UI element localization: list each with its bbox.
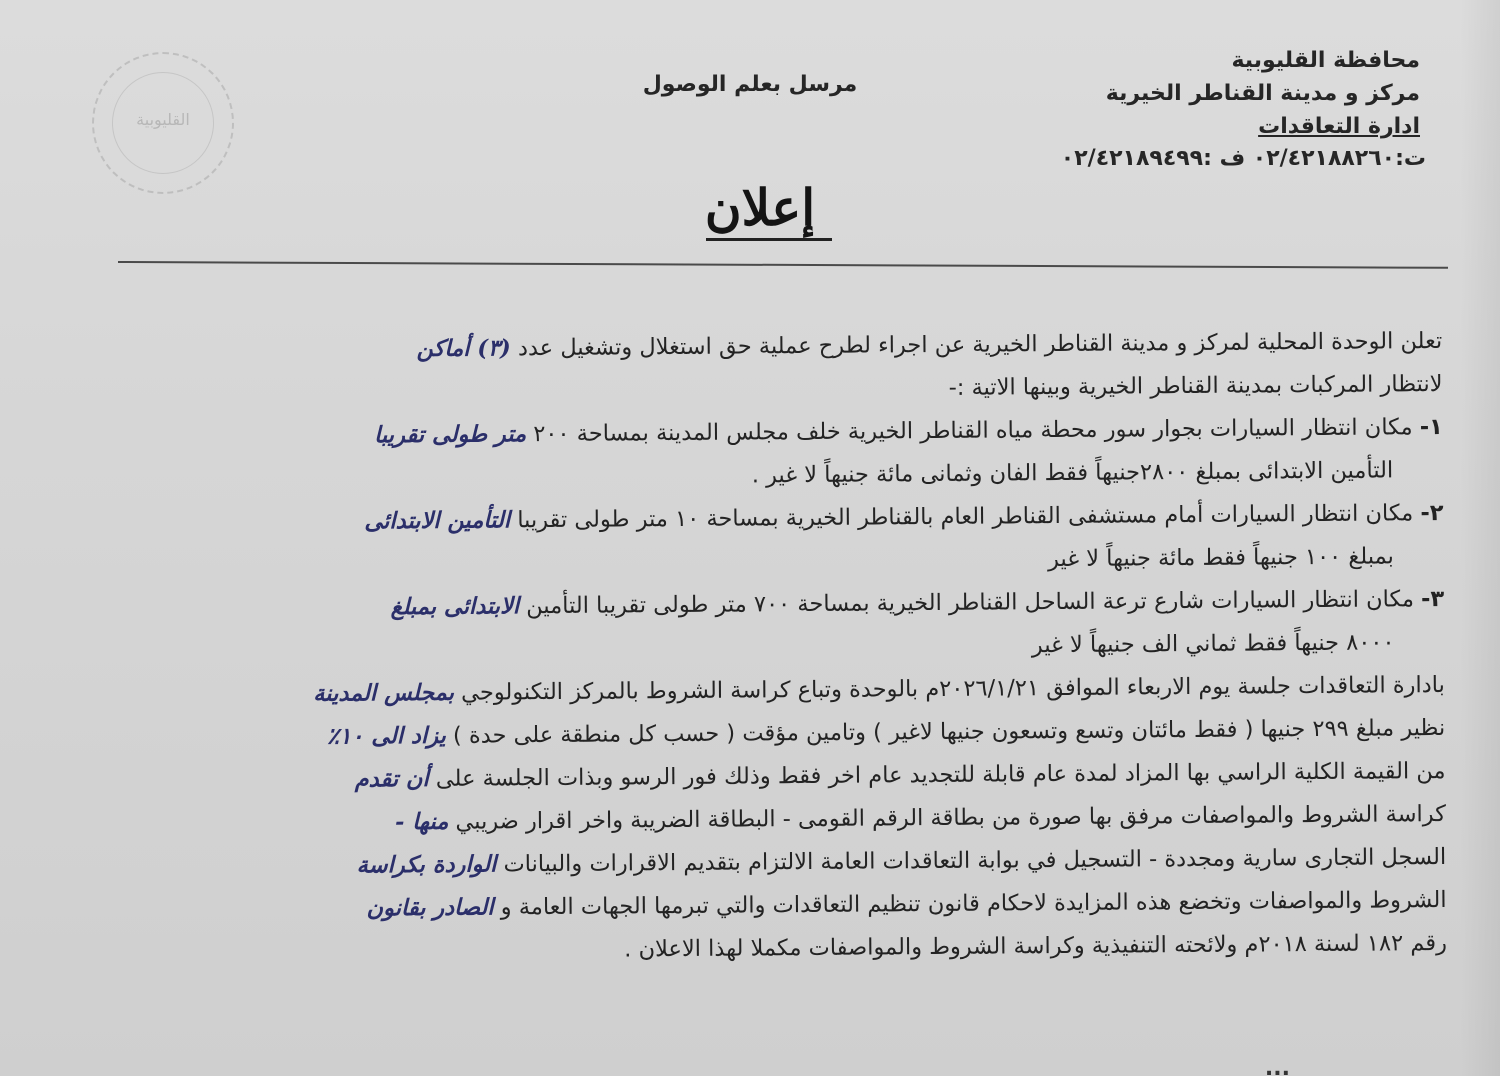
- item-handwritten: الابتدائى بمبلغ: [390, 593, 520, 621]
- details-handwritten: أن تقدم: [354, 765, 429, 793]
- intro-text: تعلن الوحدة المحلية لمركز و مدينة القناطر الخيرية عن اجراء لطرح عملية حق استغلال وتشغيل عدد: [517, 327, 1443, 362]
- item-line1: مكان انتظار السيارات بجوار سور محطة مياه القناطر الخيرية خلف مجلس المدينة بمساحة ٢٠٠: [533, 414, 1413, 448]
- cut-off-footer-text: ...: [1264, 1056, 1290, 1076]
- details-handwritten: بمجلس المدينة: [313, 679, 455, 707]
- details-line: [95, 922, 1447, 976]
- title-underline: [706, 238, 832, 241]
- faded-stamp-seal: [92, 52, 234, 194]
- item-line2: بمبلغ ١٠٠ جنيهاً فقط مائة جنيهاً لا غير: [1047, 543, 1394, 573]
- intro-text-2: لانتظار المركبات بمدينة القناطر الخيرية وبينها الاتية :-: [948, 370, 1443, 401]
- details-handwritten: يزاد الى ١٠٪: [326, 722, 446, 750]
- item-number: ٢-: [1420, 499, 1444, 527]
- item-line1: مكان انتظار السيارات شارع ترعة الساحل القناطر الخيرية بمساحة ٧٠٠ متر طولى تقريبا التأمين: [526, 586, 1415, 620]
- details-text: كراسة الشروط والمواصفات مرفق بها صورة من بطاقة الرقم القومى - البطاقة الضريبة واخر اقرار ضريبي: [455, 800, 1446, 835]
- details-text: رقم ١٨٢ لسنة ٢٠١٨م ولائحته التنفيذية وكراسة الشروط والمواصفات مكملا لهذا الاعلان .: [624, 929, 1447, 963]
- details-handwritten: الصادر بقانون: [366, 894, 494, 922]
- details-text: الشروط والمواصفات وتخضع هذه المزايدة لاحكام قانون تنظيم التعاقدات والتي تبرمها الجهات العامة و: [500, 886, 1447, 921]
- announcement-title: إعلان: [704, 178, 816, 237]
- item-handwritten: التأمين الابتدائى: [364, 507, 511, 535]
- governorate-name: محافظة القليوبية: [1231, 48, 1420, 73]
- intro-handwritten: (٣) أماكن: [416, 335, 511, 363]
- item-number: ١-: [1419, 413, 1443, 441]
- sent-with-receipt-note: مرسل بعلم الوصول: [642, 72, 858, 97]
- stamp-text: القليوبية: [136, 110, 190, 129]
- department-name: ادارة التعاقدات: [1258, 114, 1420, 139]
- phone-fax-line: ت:٠٢/٤٢١٨٨٢٦٠ ف :٠٢/٤٢١٨٩٤٩٩: [1060, 146, 1426, 171]
- item-number: ٣-: [1421, 585, 1445, 613]
- details-handwritten: منها -: [394, 808, 449, 836]
- item-line2: ٨٠٠٠ جنيهاً فقط ثماني الف جنيهاً لا غير: [1031, 629, 1395, 659]
- center-name: مركز و مدينة القناطر الخيرية: [1105, 81, 1420, 106]
- details-text: نظير مبلغ ٢٩٩ جنيها ( فقط مائتان وتسع وتسعون جنيها لاغير ) وتامين مؤقت ( حسب كل منطقة على حدة ): [452, 714, 1446, 749]
- announcement-body: [90, 320, 1447, 976]
- details-text: من القيمة الكلية الراسي بها المزاد لمدة عام قابلة للتجديد عام اخر فقط وذلك فور الرسو وبذات الجلسة على: [435, 757, 1446, 792]
- details-handwritten: الواردة بكراسة: [356, 851, 497, 879]
- page-shadow: [1460, 0, 1500, 1076]
- item-line1: مكان انتظار السيارات أمام مستشفى القناطر العام بالقناطر الخيرية بمساحة ١٠ متر طولى تقريبا: [517, 500, 1414, 534]
- letterhead: [1106, 44, 1420, 143]
- item-handwritten: متر طولى تقريبا: [374, 421, 527, 449]
- header-divider: [118, 261, 1448, 269]
- details-text: السجل التجارى سارية ومجددة - التسجيل في بوابة التعاقدات العامة الالتزام بتقديم الاقرارات والبيانات: [503, 843, 1447, 878]
- details-text: بادارة التعاقدات جلسة يوم الاربعاء الموافق ٢٠٢٦/١/٢١م بالوحدة وتباع كراسة الشروط بالمركز التكنولوجي: [461, 671, 1445, 706]
- item-line2: التأمين الابتدائى بمبلغ ٢٨٠٠جنيهاً فقط الفان وثمانى مائة جنيهاً لا غير .: [751, 457, 1394, 489]
